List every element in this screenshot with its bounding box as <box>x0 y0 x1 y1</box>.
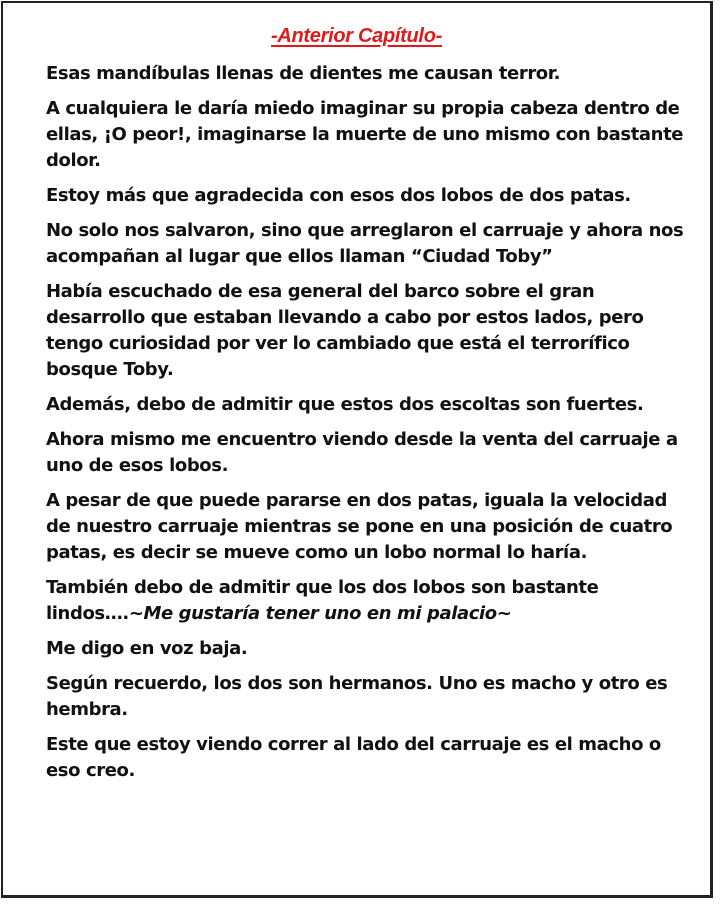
paragraph <box>46 575 686 627</box>
document-body <box>46 61 686 793</box>
paragraph: Había escuchado de esa general del barco sobre el gran desarrollo que estaban llevando a cabo por estos lados, pero tengo curiosidad por ver lo cambiado que está el terrorífico bosque Toby. <box>46 281 644 380</box>
paragraph: Según recuerdo, los dos son hermanos. Uno es macho y otro es hembra. <box>46 673 668 720</box>
paragraph: A cualquiera le daría miedo imaginar su propia cabeza dentro de ellas, ¡O peor!, imaginarse la muerte de uno mismo con bastante dolor. <box>46 98 684 171</box>
paragraph: Me digo en voz baja. <box>46 638 248 659</box>
paragraph-plain-text: También debo de admitir que los dos lobos son bastante lindos…. <box>46 577 599 624</box>
italic-whisper-text: ~Me gustaría tener uno en mi palacio~ <box>128 603 512 624</box>
document-page <box>1 1 713 898</box>
paragraph: Este que estoy viendo correr al lado del carruaje es el macho o eso creo. <box>46 734 661 781</box>
paragraph: A pesar de que puede pararse en dos patas, iguala la velocidad de nuestro carruaje mientras se pone en una posición de cuatro patas, es decir se mueve como un lobo normal lo haría. <box>46 490 673 563</box>
chapter-title: -Anterior Capítulo- <box>271 25 442 47</box>
paragraph: Además, debo de admitir que estos dos escoltas son fuertes. <box>46 394 644 415</box>
paragraph: Ahora mismo me encuentro viendo desde la venta del carruaje a uno de esos lobos. <box>46 429 678 476</box>
paragraph: Esas mandíbulas llenas de dientes me causan terror. <box>46 63 561 84</box>
paragraph: Estoy más que agradecida con esos dos lobos de dos patas. <box>46 185 631 206</box>
paragraph: No solo nos salvaron, sino que arreglaron el carruaje y ahora nos acompañan al lugar que ellos llaman “Ciudad Toby” <box>46 220 684 267</box>
